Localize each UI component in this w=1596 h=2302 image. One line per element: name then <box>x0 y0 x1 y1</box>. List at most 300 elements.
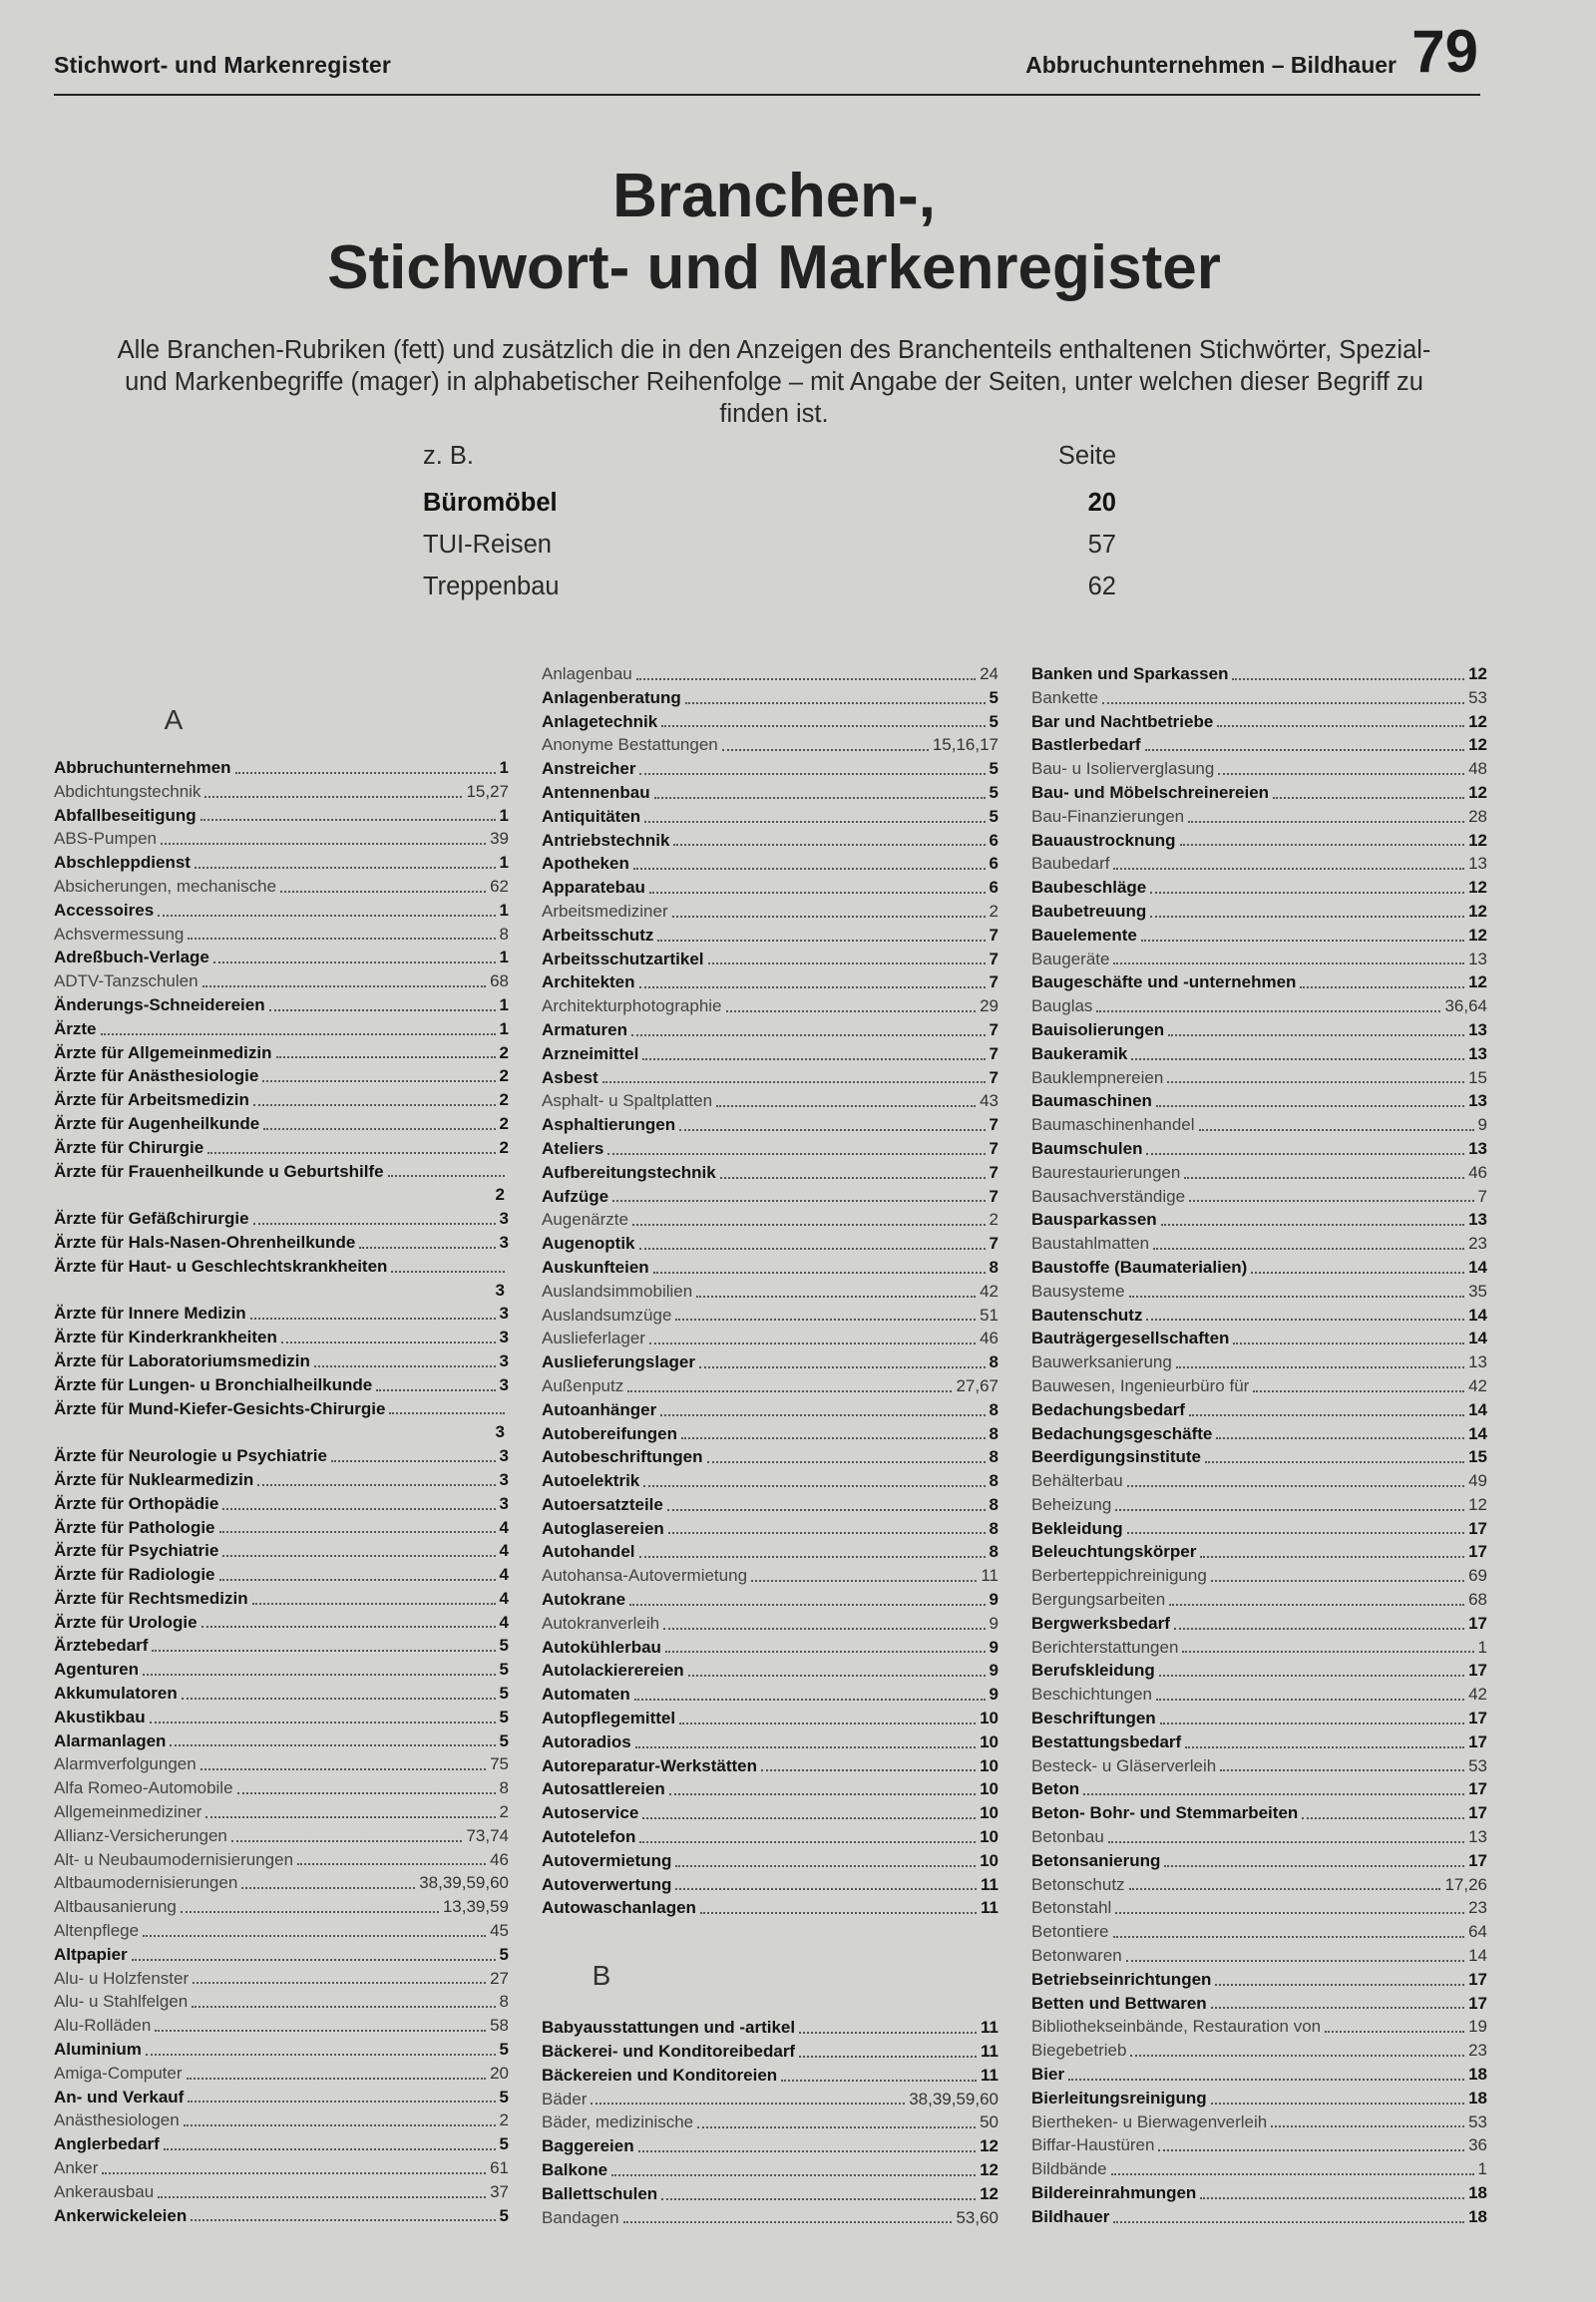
entry-term: Bildbände <box>1031 2159 1107 2179</box>
index-entry <box>1031 2015 1487 2039</box>
entry-term: Autowaschanlagen <box>542 1898 696 1918</box>
section-letter-a: A <box>164 704 184 735</box>
entry-page: 10 <box>980 1803 998 1823</box>
dot-leader <box>1200 2197 1464 2199</box>
dot-leader <box>629 1604 985 1606</box>
entry-page: 17 <box>1468 1709 1487 1728</box>
entry-page: 1 <box>499 994 509 1014</box>
dot-leader <box>696 1296 976 1298</box>
entry-page: 5 <box>989 759 998 779</box>
entry-term: Betten und Bettwaren <box>1031 1993 1207 2013</box>
entry-term: Auslandsimmobilien <box>542 1281 693 1301</box>
entry-term: Bauaustrocknung <box>1031 830 1176 850</box>
dot-leader <box>219 1531 496 1533</box>
entry-page: 12 <box>1468 830 1487 850</box>
entry-term: Bildereinrahmungen <box>1031 2183 1197 2202</box>
index-entry <box>1031 924 1487 948</box>
entry-page: 1 <box>1477 1637 1487 1657</box>
entry-term: Baukeramik <box>1031 1043 1128 1063</box>
entry-page: 2 <box>989 1210 998 1230</box>
entry-page: 5 <box>499 1660 509 1680</box>
entry-term: Balkone <box>542 2160 608 2180</box>
entry-page: 15 <box>1468 1067 1487 1087</box>
index-entry <box>542 1208 998 1232</box>
dot-leader <box>280 891 486 893</box>
index-entry <box>54 851 509 875</box>
entry-page: 7 <box>989 1019 998 1039</box>
dot-leader <box>639 1248 986 1250</box>
dot-leader <box>314 1365 496 1367</box>
running-header-left: Stichwort- und Markenregister <box>54 52 392 78</box>
index-entry <box>54 1160 509 1184</box>
entry-term: Ärzte für Rechtsmedizin <box>54 1588 248 1608</box>
entry-term: Ärzte für Orthopädie <box>54 1493 219 1513</box>
entry-term: Autotelefon <box>542 1827 636 1847</box>
index-entry <box>542 1066 998 1090</box>
entry-page: 10 <box>980 1731 998 1751</box>
header-rule <box>54 94 1480 96</box>
entry-term: Bäckereien und Konditoreien <box>542 2065 778 2085</box>
entry-term: Besteck- u Gläserverleih <box>1031 1755 1217 1775</box>
dot-leader <box>150 1722 496 1724</box>
dot-leader <box>781 2080 977 2082</box>
entry-page: 17,26 <box>1444 1874 1487 1894</box>
entry-page: 2 <box>499 1042 509 1062</box>
entry-term: Bergwerksbedarf <box>1031 1613 1170 1633</box>
entry-page: 23 <box>1468 1234 1487 1254</box>
entry-page: 4 <box>499 1588 509 1608</box>
entry-page: 12 <box>1468 1494 1487 1514</box>
entry-term: Abschleppdienst <box>54 853 191 873</box>
dot-leader <box>281 1342 496 1343</box>
dot-leader <box>188 938 495 940</box>
dot-leader <box>207 1152 495 1154</box>
index-entry <box>1031 1588 1487 1612</box>
entry-term: Asphaltierungen <box>542 1115 676 1135</box>
entry-term: Apparatebau <box>542 878 645 898</box>
entry-term: Absicherungen, mechanische <box>54 876 277 896</box>
dot-leader <box>799 2056 977 2058</box>
entry-page: 23 <box>1468 1898 1487 1918</box>
entry-term: Bergungsarbeiten <box>1031 1590 1166 1610</box>
entry-page: 8 <box>989 1471 998 1491</box>
entry-page: 24 <box>980 664 998 683</box>
example-label: z. B. <box>423 442 475 470</box>
index-entry <box>1031 2181 1487 2205</box>
entry-page: 11 <box>981 1898 998 1918</box>
dot-leader <box>164 2148 496 2150</box>
entry-page: 11 <box>981 2018 998 2038</box>
entry-page: 1 <box>499 948 509 967</box>
dot-leader <box>143 1674 496 1676</box>
entry-term: Achsvermessung <box>54 924 185 944</box>
dot-leader <box>649 892 986 894</box>
dot-leader <box>191 2219 495 2221</box>
running-header-right: Abbruchunternehmen – Bildhauer <box>1025 52 1396 78</box>
entry-term: Ärzte für Kinderkrankheiten <box>54 1328 277 1347</box>
index-entry <box>54 780 509 804</box>
dot-leader <box>1150 916 1464 918</box>
dot-leader <box>675 1319 976 1321</box>
entry-page: 48 <box>1468 759 1487 779</box>
index-entry <box>1031 994 1487 1018</box>
dot-leader <box>720 1177 986 1179</box>
entry-page: 13 <box>1468 949 1487 968</box>
entry-term: Bauisolierungen <box>1031 1019 1165 1039</box>
dot-leader <box>1156 1105 1464 1107</box>
entry-page: 5 <box>499 1730 509 1750</box>
index-entry <box>542 1350 998 1374</box>
index-entry <box>54 1349 509 1373</box>
index-entry <box>1031 2087 1487 2110</box>
example-page: 62 <box>1087 573 1116 600</box>
entry-term: Biertheken- u Bierwagenverleih <box>1031 2111 1268 2131</box>
dot-leader <box>657 940 985 942</box>
entry-page: 15,16,17 <box>932 735 998 755</box>
index-entry <box>542 900 998 924</box>
entry-page: 8 <box>499 924 509 944</box>
entry-page: 4 <box>499 1565 509 1585</box>
dot-leader <box>158 2196 486 2198</box>
entry-term: Bauelemente <box>1031 925 1137 945</box>
index-entry <box>54 993 509 1017</box>
index-entry <box>1031 1422 1487 1446</box>
entry-page: 3 <box>495 1422 505 1442</box>
entry-term: Adreßbuch-Verlage <box>54 948 209 967</box>
index-entry <box>542 2016 998 2040</box>
entry-page: 38,39,59,60 <box>419 1873 509 1893</box>
dot-leader <box>673 844 985 846</box>
entry-page: 7 <box>989 1162 998 1182</box>
entry-page: 53 <box>1468 2111 1487 2131</box>
dot-leader <box>681 1437 986 1439</box>
entry-term: Ärzte für Pathologie <box>54 1517 215 1537</box>
index-entry <box>54 1848 509 1872</box>
index-entry <box>542 2134 998 2158</box>
entry-page: 2 <box>499 1090 509 1110</box>
section-letter-b: B <box>592 1960 611 1992</box>
index-entry <box>1031 805 1487 829</box>
entry-term: Ärzte für Neurologie u Psychiatrie <box>54 1446 327 1466</box>
dot-leader <box>1113 1936 1465 1938</box>
entry-term: Akkumulatoren <box>54 1684 178 1704</box>
entry-term: Asbest <box>542 1067 598 1087</box>
index-entry <box>1031 1873 1487 1897</box>
entry-page: 53 <box>1468 687 1487 707</box>
entry-term: Beton- Bohr- und Stemmarbeiten <box>1031 1803 1299 1823</box>
dot-leader <box>1096 1010 1440 1012</box>
dot-leader <box>639 986 986 988</box>
entry-term: Bausysteme <box>1031 1281 1125 1301</box>
dot-leader <box>158 915 495 917</box>
entry-term: Anker <box>54 2158 99 2178</box>
index-entry <box>1031 2133 1487 2157</box>
index-entry <box>54 1587 509 1611</box>
entry-page: 3 <box>499 1446 509 1466</box>
index-entry <box>54 756 509 780</box>
dot-leader <box>1168 1034 1464 1036</box>
index-entry <box>54 946 509 969</box>
dot-leader <box>1115 1912 1464 1914</box>
entry-page: 8 <box>989 1399 998 1419</box>
index-entry <box>54 2086 509 2110</box>
dot-leader <box>716 1105 976 1107</box>
index-entry <box>1031 662 1487 686</box>
entry-term: Autohandel <box>542 1542 635 1562</box>
dot-leader <box>1217 725 1464 727</box>
entry-term: Berichterstattungen <box>1031 1637 1179 1657</box>
entry-page: 5 <box>989 687 998 707</box>
entry-term: Architekturphotographie <box>542 996 722 1016</box>
entry-term: Autopflegemittel <box>542 1709 676 1728</box>
entry-page: 5 <box>499 1636 509 1656</box>
dot-leader <box>1302 1817 1464 1819</box>
entry-page: 13,39,59 <box>442 1897 509 1917</box>
dot-leader <box>602 1081 986 1083</box>
index-entry <box>1031 1018 1487 1042</box>
entry-page: 58 <box>490 2016 509 2036</box>
dot-leader <box>389 1412 505 1414</box>
entry-term: Bäckerei- und Konditoreibedarf <box>542 2042 796 2062</box>
index-entry <box>1031 1232 1487 1256</box>
entry-page: 69 <box>1468 1566 1487 1586</box>
dot-leader <box>195 867 496 869</box>
entry-term: Alu- u Stahlfelgen <box>54 1992 189 2012</box>
dot-leader <box>642 1817 976 1819</box>
entry-page: 43 <box>980 1091 998 1111</box>
entry-page: 12 <box>1468 972 1487 992</box>
entry-page: 7 <box>989 949 998 968</box>
entry-term: Biffar-Haustüren <box>1031 2135 1155 2155</box>
dot-leader <box>204 796 462 798</box>
dot-leader <box>1153 1248 1464 1250</box>
entry-term: Ärzte <box>54 1018 97 1038</box>
dot-leader <box>639 773 985 775</box>
dot-leader <box>132 1959 496 1961</box>
index-entry <box>54 1207 509 1231</box>
dot-leader <box>192 2006 495 2008</box>
index-entry <box>542 1540 998 1564</box>
index-entry <box>1031 1469 1487 1493</box>
index-entry <box>1031 1042 1487 1066</box>
index-entry <box>1031 1754 1487 1778</box>
entry-term: Alu-Rolläden <box>54 2016 152 2036</box>
index-entry <box>54 1800 509 1824</box>
dot-leader <box>1161 1224 1464 1226</box>
index-entry <box>1031 1089 1487 1113</box>
entry-page: 5 <box>499 2040 509 2060</box>
index-entry <box>542 1777 998 1801</box>
entry-term: Auslandsumzüge <box>542 1305 672 1325</box>
entry-page: 17 <box>1468 1731 1487 1751</box>
entry-term: Bedachungsbedarf <box>1031 1399 1185 1419</box>
index-entry <box>1031 1896 1487 1920</box>
entry-page: 49 <box>1468 1471 1487 1491</box>
entry-page: 18 <box>1468 2065 1487 2085</box>
entry-page: 3 <box>495 1280 505 1300</box>
entry-term: Altenpflege <box>54 1921 140 1941</box>
entry-term: Altpapier <box>54 1944 128 1964</box>
index-entry <box>542 852 998 876</box>
index-entry <box>1031 876 1487 900</box>
entry-term: Bauglas <box>1031 996 1093 1016</box>
entry-term: Bau-Finanzierungen <box>1031 806 1185 826</box>
entry-term: Anlagenbau <box>542 664 632 683</box>
entry-term: Bastlerbedarf <box>1031 735 1141 755</box>
index-entry <box>1031 1707 1487 1730</box>
entry-term: Bestattungsbedarf <box>1031 1731 1182 1751</box>
index-entry <box>54 1539 509 1563</box>
entry-page: 5 <box>989 711 998 731</box>
entry-term: Anonyme Bestattungen <box>542 735 718 755</box>
entry-term: Allgemeinmediziner <box>54 1802 202 1822</box>
dot-leader <box>700 1912 977 1914</box>
entry-term: Antriebstechnik <box>542 830 670 850</box>
index-entry <box>54 1658 509 1682</box>
entry-term: Ärzte für Psychiatrie <box>54 1541 219 1561</box>
dot-leader <box>1169 1604 1464 1606</box>
entry-term: Arbeitsschutz <box>542 925 654 945</box>
index-entry <box>1031 970 1487 994</box>
entry-term: Antennenbau <box>542 782 650 802</box>
entry-term: Bauträgergesellschaften <box>1031 1329 1230 1348</box>
entry-page: 9 <box>989 1685 998 1705</box>
index-entry <box>542 2206 998 2230</box>
index-entry <box>54 1824 509 1848</box>
dot-leader <box>679 1129 985 1131</box>
entry-page: 2 <box>499 1113 509 1133</box>
dot-leader <box>170 1744 495 1746</box>
index-entry <box>1031 1777 1487 1801</box>
entry-page: 2 <box>499 2110 509 2130</box>
dot-leader <box>1218 773 1464 775</box>
dot-leader <box>1174 1628 1464 1630</box>
dot-leader <box>623 2221 953 2223</box>
index-entry <box>1031 900 1487 924</box>
index-entry <box>1031 1920 1487 1944</box>
entry-term: Ärzte für Lungen- u Bronchialheilkunde <box>54 1374 373 1394</box>
dot-leader <box>161 843 486 845</box>
dot-leader <box>688 1675 986 1677</box>
entry-term: Bankette <box>1031 687 1099 707</box>
entry-page: 23 <box>1468 2041 1487 2061</box>
entry-page: 5 <box>989 806 998 826</box>
dot-leader <box>668 1532 986 1534</box>
index-entry <box>1031 1659 1487 1683</box>
index-column-1 <box>54 662 509 2227</box>
entry-page: 13 <box>1468 1352 1487 1372</box>
dot-leader <box>1068 2079 1464 2081</box>
dot-leader <box>685 702 986 704</box>
index-entry <box>1031 1992 1487 2016</box>
entry-page: 18 <box>1468 2183 1487 2202</box>
dot-leader <box>632 1224 986 1226</box>
index-entry <box>54 1231 509 1255</box>
dot-leader <box>1188 821 1464 823</box>
entry-term: ADTV-Tanzschulen <box>54 971 199 991</box>
entry-term: Bauwerksanierung <box>1031 1352 1172 1372</box>
index-entry <box>542 1707 998 1730</box>
index-list <box>542 2016 998 2229</box>
entry-term: Betonstahl <box>1031 1898 1112 1918</box>
dot-leader <box>722 749 929 751</box>
index-entry <box>542 1304 998 1328</box>
dot-leader <box>661 2198 976 2200</box>
index-entry <box>1031 1185 1487 1209</box>
entry-page: 68 <box>1468 1590 1487 1610</box>
index-entry <box>1031 1398 1487 1422</box>
entry-term: Baumaschinen <box>1031 1091 1152 1111</box>
entry-page: 62 <box>490 876 509 896</box>
entry-term: Abbruchunternehmen <box>54 758 231 777</box>
entry-page: 13 <box>1468 1138 1487 1158</box>
entry-page: 13 <box>1468 1210 1487 1230</box>
entry-page: 68 <box>490 971 509 991</box>
entry-term: Baugeräte <box>1031 949 1110 968</box>
entry-page: 14 <box>1468 1305 1487 1325</box>
entry-term: Abfallbeseitigung <box>54 805 197 825</box>
index-entry <box>54 1752 509 1776</box>
entry-term: Abdichtungstechnik <box>54 781 201 801</box>
entry-page: 7 <box>989 1234 998 1254</box>
index-entry <box>54 1397 509 1421</box>
dot-leader <box>1131 1058 1464 1060</box>
dot-leader <box>1233 1343 1464 1344</box>
dot-leader <box>250 1318 496 1320</box>
entry-page: 19 <box>1468 2017 1487 2037</box>
index-entry <box>542 1659 998 1683</box>
entry-term: Beton <box>1031 1779 1080 1799</box>
dot-leader <box>1127 1532 1464 1534</box>
index-entry <box>542 948 998 971</box>
index-entry <box>542 1018 998 1042</box>
dot-leader <box>152 1650 495 1652</box>
entry-term: Ärzte für Haut- u Geschlechtskrankheiten <box>54 1256 388 1276</box>
index-entry <box>542 829 998 853</box>
index-entry <box>542 876 998 900</box>
entry-page: 5 <box>989 782 998 802</box>
index-entry <box>54 2038 509 2062</box>
entry-term: Baggereien <box>542 2136 634 2156</box>
entry-page: 42 <box>1468 1685 1487 1705</box>
entry-term: Baubeschläge <box>1031 878 1147 898</box>
dot-leader <box>184 2124 496 2126</box>
dot-leader <box>1083 1793 1464 1795</box>
index-entry <box>542 1137 998 1161</box>
entry-page: 12 <box>980 2160 998 2180</box>
entry-term: Automaten <box>542 1685 630 1705</box>
entry-page: 6 <box>989 830 998 850</box>
entry-term: Autoanhänger <box>542 1399 657 1419</box>
entry-page: 8 <box>499 1992 509 2012</box>
index-entry <box>542 757 998 781</box>
index-entry <box>542 1873 998 1897</box>
dot-leader <box>661 725 985 727</box>
entry-term: Autoradios <box>542 1731 631 1751</box>
entry-page: 36 <box>1468 2135 1487 2155</box>
entry-term: Anlagetechnik <box>542 711 658 731</box>
index-entry <box>1031 1636 1487 1660</box>
index-entry <box>1031 1540 1487 1564</box>
dot-leader <box>1146 1153 1464 1155</box>
entry-term: Bau- u Isolierverglasung <box>1031 759 1215 779</box>
index-entry <box>542 1896 998 1920</box>
entry-term: Autoglasereien <box>542 1518 664 1538</box>
entry-page: 3 <box>499 1209 509 1229</box>
dot-leader <box>1200 1556 1464 1558</box>
dot-leader <box>269 1009 496 1011</box>
entry-term: Behälterbau <box>1031 1471 1123 1491</box>
